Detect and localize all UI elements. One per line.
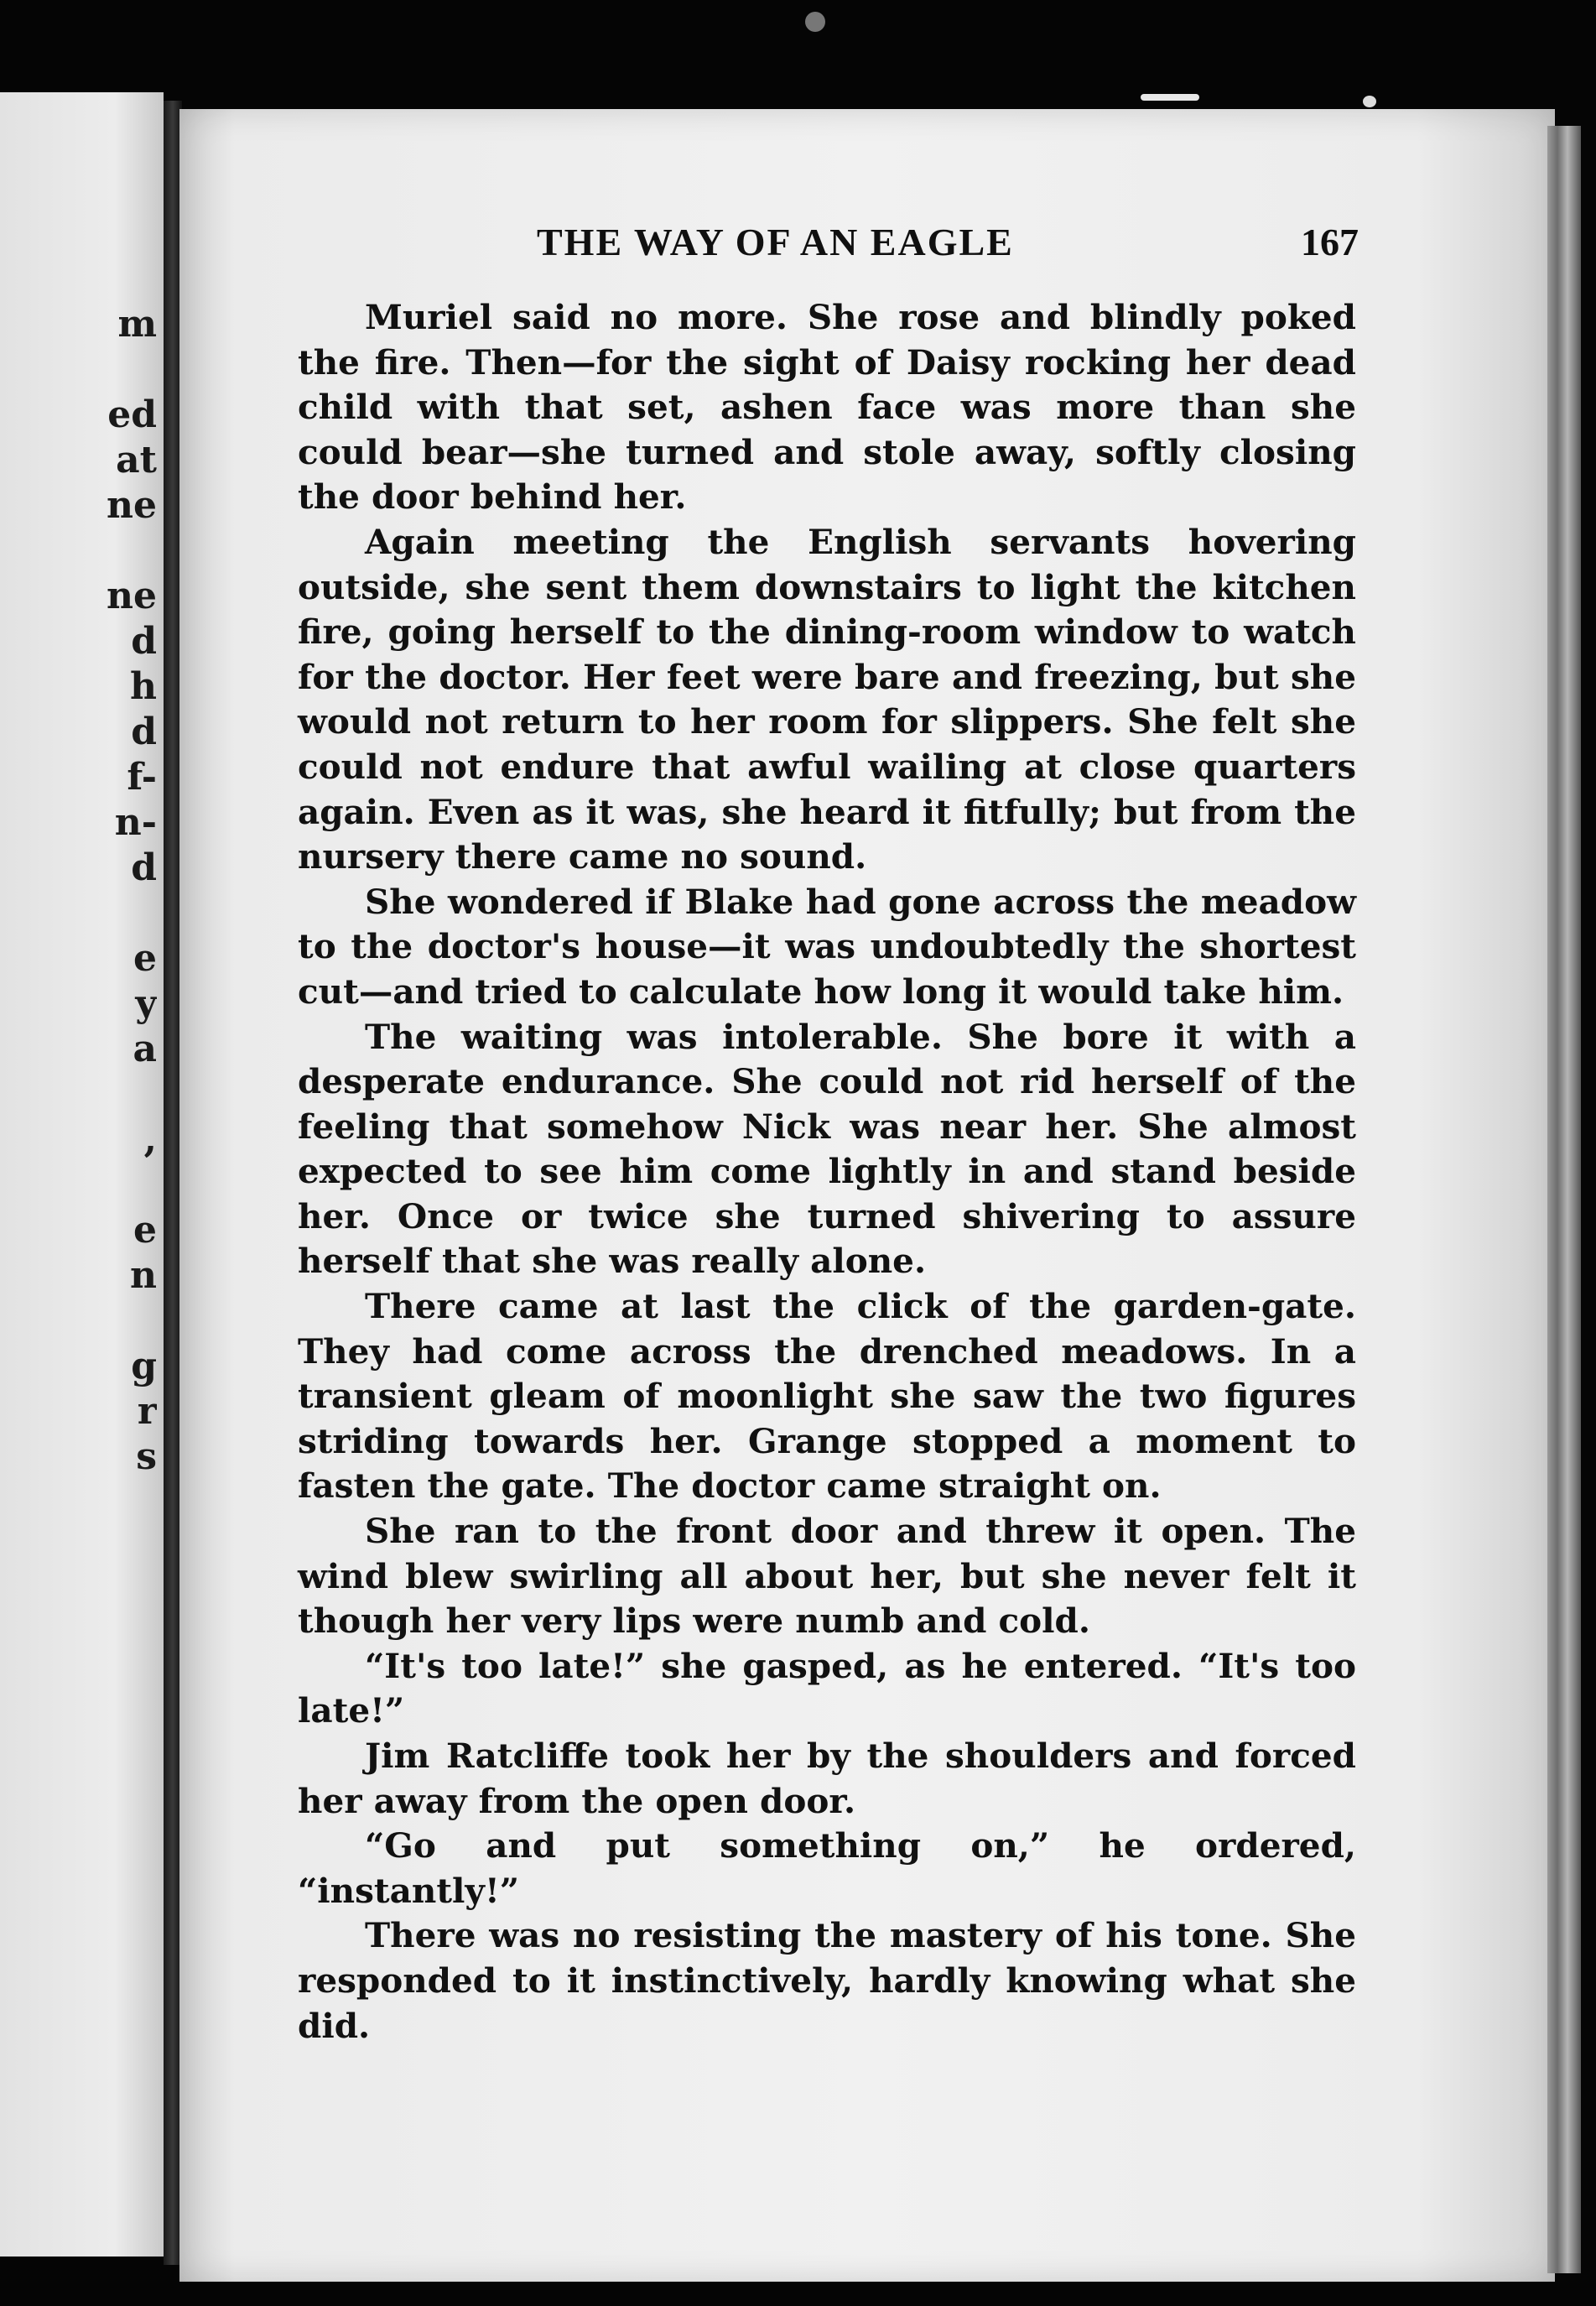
left-fragment: at	[116, 439, 157, 482]
paragraph: Again meeting the English servants hovering outside, she sent them downstairs to light the kitchen fire, going herself to the dining-room window to watch for the doctor. Her feet were bare and freezing, but she would not return to her room for slippers. She felt she could not endure that awful wailing at close quarters again. Even as it was, she heard it fitfully; but from the nursery there came no sound.	[298, 521, 1356, 877]
left-fragment: ne	[107, 575, 157, 617]
left-fragment: ne	[107, 484, 157, 527]
paragraph: Muriel said no more. She rose and blindly poked the fire. Then—for the sight of Daisy rocking her dead child with that set, ashen face was more than she could bear—she turned and stole away, softly closing the door behind her.	[298, 297, 1356, 518]
paragraph: The waiting was intolerable. She bore it with a desperate endurance. She could not rid herself of the feeling that somehow Nick was near her. She almost expected to see him come lightly in and stand beside her. Once or twice she turned shivering to assure herself that she was really alone.	[298, 1016, 1356, 1282]
left-fragment: ,	[143, 1118, 157, 1161]
left-fragment: h	[130, 665, 157, 708]
paragraph: “Go and put something on,” he ordered, “instantly!”	[298, 1825, 1356, 1911]
left-fragment	[81, 1072, 157, 1117]
page-number: 167	[1301, 221, 1359, 263]
dust-speck	[1363, 96, 1376, 107]
left-fragment: n-	[114, 801, 157, 844]
left-fragment: y	[135, 982, 157, 1025]
left-fragment	[81, 528, 157, 574]
dust-speck	[805, 12, 825, 32]
left-fragment: r	[137, 1390, 157, 1433]
left-fragment: s	[136, 1435, 157, 1478]
dust-speck	[1141, 94, 1199, 101]
left-fragment	[81, 891, 157, 936]
left-fragment: d	[131, 620, 157, 663]
body-text	[298, 295, 1356, 2048]
left-fragment: d	[131, 846, 157, 889]
left-page-text-fragments	[81, 302, 157, 1480]
left-page	[0, 92, 164, 2257]
left-fragment: f-	[127, 756, 157, 799]
paragraph: There was no resisting the mastery of his tone. She responded to it instinctively, hardly knowing what she did.	[298, 1915, 1356, 2046]
paragraph: There came at last the click of the garden-gate. They had come across the drenched meadows. In a transient gleam of moonlight she saw the two figures striding towards her. Grange stopped a moment to fasten the gate. The doctor came straight on.	[298, 1286, 1356, 1507]
left-fragment: n	[130, 1254, 157, 1297]
left-fragment: e	[133, 937, 157, 980]
left-fragment	[81, 1299, 157, 1344]
paragraph: She ran to the front door and threw it open. The wind blew swirling all about her, but she never felt it though her very lips were numb and cold.	[298, 1511, 1356, 1642]
left-fragment: ed	[107, 393, 157, 436]
left-fragment: a	[133, 1028, 157, 1070]
page-edge-shadow	[1547, 126, 1581, 2273]
left-fragment: g	[131, 1345, 157, 1387]
running-title: THE WAY OF AN EAGLE	[537, 221, 1014, 263]
page-header	[537, 220, 1359, 270]
paragraph: Jim Ratcliffe took her by the shoulders and forced her away from the open door.	[298, 1736, 1356, 1821]
left-fragment: m	[117, 303, 157, 346]
left-fragment	[81, 347, 157, 393]
paragraph: “It's too late!” she gasped, as he entered. “It's too late!”	[298, 1645, 1356, 1731]
paragraph: She wondered if Blake had gone across the meadow to the doctor's house—it was undoubtedly the shortest cut—and tried to calculate how long it would take him.	[298, 881, 1356, 1012]
left-fragment: e	[133, 1209, 157, 1252]
left-fragment	[81, 1163, 157, 1208]
left-fragment: d	[131, 711, 157, 753]
